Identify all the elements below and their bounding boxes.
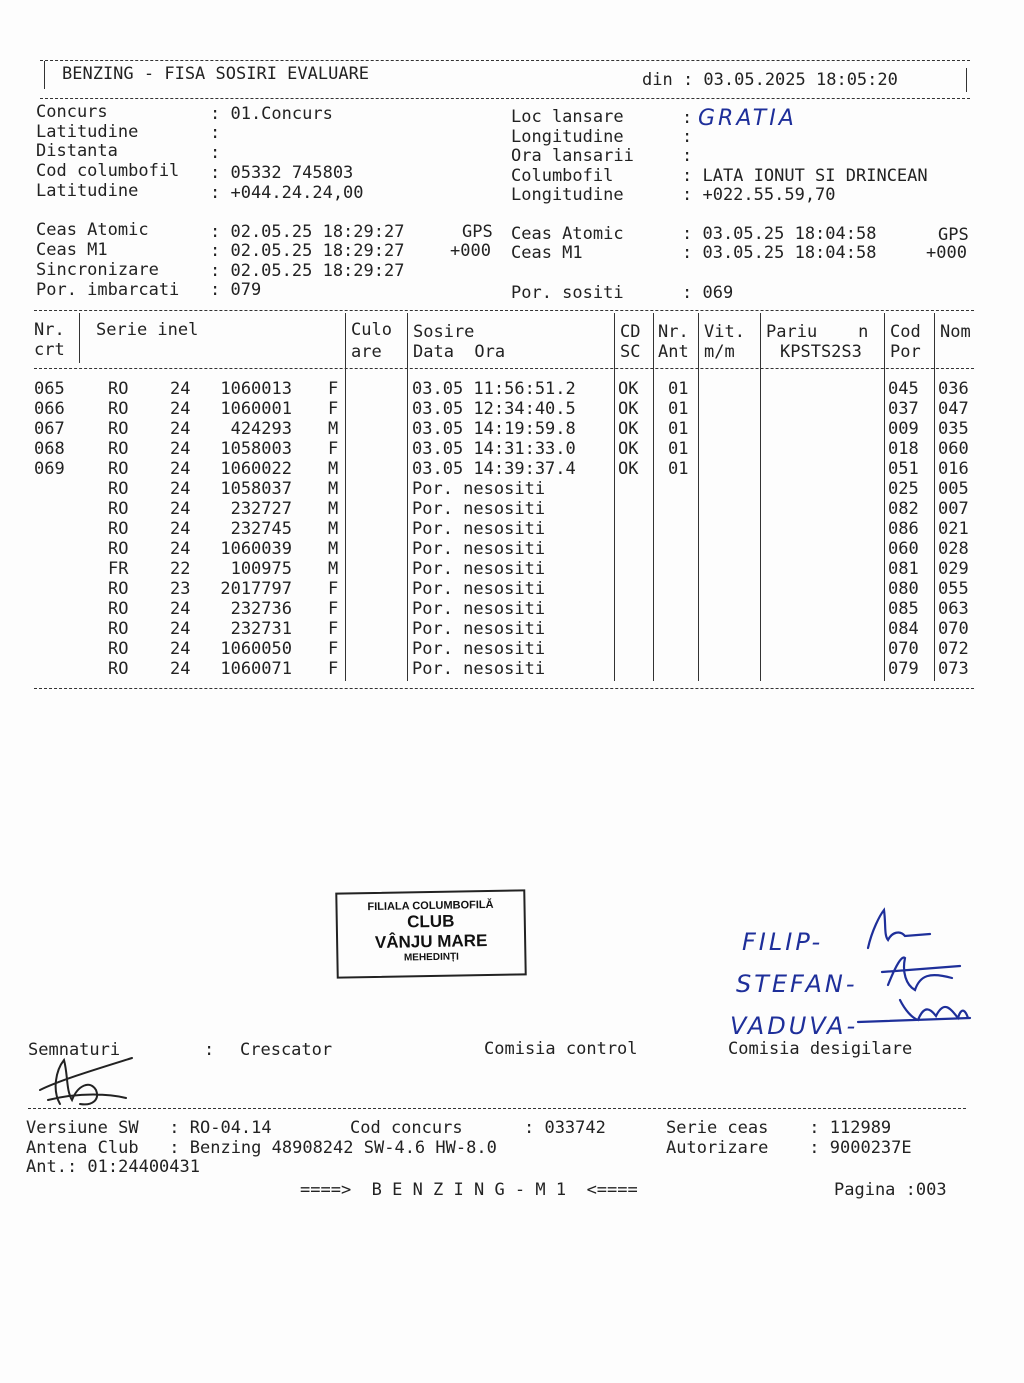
clock-suffix: +000: [450, 241, 491, 261]
cell-cod: 025: [888, 479, 919, 499]
cell-year: 24: [170, 539, 191, 559]
cell-nom: 073: [938, 659, 969, 679]
info-value: :: [210, 123, 221, 143]
document-title: BENZING - FISA SOSIRI EVALUARE: [62, 64, 370, 84]
cell-year: 24: [170, 419, 191, 439]
cell-sosire: 03.05 12:34:40.5: [412, 399, 576, 419]
cell-cd: OK: [618, 419, 639, 439]
cell-country: RO: [108, 619, 129, 639]
cell-nr: 065: [34, 379, 65, 399]
info-label: Concurs: [36, 102, 108, 122]
cell-ring: 1060071: [220, 659, 292, 679]
cell-year: 24: [170, 499, 191, 519]
club-stamp: [335, 889, 526, 978]
cell-sex: F: [328, 599, 339, 619]
header-left-border: [44, 61, 45, 89]
cell-cod: 081: [888, 559, 919, 579]
cell-nom: 035: [938, 419, 969, 439]
signature-filip: [868, 910, 930, 948]
cell-sosire: 03.05 11:56:51.2: [412, 379, 576, 399]
info-value: :: [210, 143, 221, 163]
cell-ant: 01: [668, 379, 689, 399]
cell-sex: M: [328, 499, 339, 519]
cell-nom: 021: [938, 519, 969, 539]
footer-serie-ceas: Serie ceas : 112989: [666, 1118, 892, 1138]
signature-desigilare-label: Comisia desigilare: [728, 1039, 913, 1059]
cell-sosire: 03.05 14:19:59.8: [412, 419, 576, 439]
cell-nr: 068: [34, 439, 65, 459]
cell-country: RO: [108, 479, 129, 499]
cell-country: RO: [108, 499, 129, 519]
signatures-label: Semnaturi: [28, 1040, 121, 1060]
cell-cd: OK: [618, 459, 639, 479]
cell-year: 24: [170, 399, 191, 419]
cell-cod: 070: [888, 639, 919, 659]
clock-label: Por. sositi: [511, 283, 624, 303]
info-label: Columbofil: [511, 166, 614, 186]
cell-sosire: Por. nesositi: [412, 639, 546, 659]
col-header-culoare: are: [351, 342, 382, 362]
cell-ring: 100975: [230, 559, 292, 579]
handwritten-name: FILIP-: [742, 928, 824, 956]
col-header-antena: Nr.: [658, 322, 689, 342]
info-value: : +044.24.24,00: [210, 183, 364, 203]
cell-nom: 028: [938, 539, 969, 559]
cell-cod: 045: [888, 379, 919, 399]
stamp-line: CLUB: [407, 911, 455, 932]
cell-sosire: Por. nesositi: [412, 619, 546, 639]
footer-autorizare: Autorizare : 9000237E: [666, 1138, 912, 1158]
cell-year: 23: [170, 579, 191, 599]
info-label: Distanta: [36, 141, 118, 161]
clock-label: Ceas Atomic: [511, 224, 624, 244]
info-label: Latitudine: [36, 122, 139, 142]
col-header-pariu: Pariu n: [766, 322, 869, 342]
clock-value: : 069: [682, 283, 734, 303]
stamp-line: FILIALA COLUMBOFILĂ: [367, 898, 494, 914]
cell-year: 24: [170, 639, 191, 659]
table-header-divider: [34, 368, 974, 369]
cell-ring: 1058003: [220, 439, 292, 459]
signatures-separator: :: [204, 1040, 215, 1060]
cell-nom: 036: [938, 379, 969, 399]
table-bottom-border: [34, 688, 974, 689]
cell-sex: M: [328, 419, 339, 439]
cell-sex: F: [328, 659, 339, 679]
footer-antena: Ant.: 01:24400431: [26, 1157, 200, 1177]
cell-sosire: 03.05 14:31:33.0: [412, 439, 576, 459]
cell-year: 24: [170, 599, 191, 619]
clock-suffix: +000: [926, 243, 967, 263]
cell-year: 24: [170, 379, 191, 399]
footer-antena-club: Antena Club : Benzing 48908242 SW-4.6 HW-8.0: [26, 1138, 497, 1158]
clock-suffix: GPS: [938, 225, 969, 245]
cell-country: RO: [108, 459, 129, 479]
cell-ring: 1060039: [220, 539, 292, 559]
col-header-nr: Nr.: [34, 320, 65, 340]
cell-country: RO: [108, 639, 129, 659]
cell-sosire: Por. nesositi: [412, 659, 546, 679]
cell-sex: F: [328, 399, 339, 419]
cell-ring: 1060001: [220, 399, 292, 419]
cell-ring: 1060050: [220, 639, 292, 659]
col-header-nom: Nom: [940, 322, 971, 342]
col-divider: [345, 313, 346, 681]
cell-year: 24: [170, 519, 191, 539]
cell-sosire: Por. nesositi: [412, 599, 546, 619]
header-bottom-border: [40, 98, 970, 99]
cell-ant: 01: [668, 399, 689, 419]
cell-cod: 082: [888, 499, 919, 519]
stamp-line: VÂNJU MARE: [374, 931, 488, 952]
cell-ring: 232745: [230, 519, 292, 539]
col-divider: [79, 313, 80, 363]
cell-cod: 085: [888, 599, 919, 619]
cell-sex: F: [328, 579, 339, 599]
cell-country: RO: [108, 599, 129, 619]
info-value: : 05332 745803: [210, 163, 354, 183]
cell-ring: 1060022: [220, 459, 292, 479]
handwritten-name: STEFAN-: [736, 970, 858, 998]
signature-control-label: Comisia control: [484, 1039, 638, 1059]
clock-value: : 02.05.25 18:29:27: [210, 241, 405, 261]
cell-year: 24: [170, 439, 191, 459]
clock-value: : 02.05.25 18:29:27: [210, 261, 405, 281]
cell-nom: 005: [938, 479, 969, 499]
cell-nom: 055: [938, 579, 969, 599]
col-header-sosire: Sosire: [413, 322, 475, 342]
info-value: : LATA IONUT SI DRINCEAN: [682, 166, 928, 186]
clock-value: : 079: [210, 280, 262, 300]
cell-nom: 060: [938, 439, 969, 459]
cell-cod: 037: [888, 399, 919, 419]
footer-banner: ====> B E N Z I N G - M 1 <====: [300, 1180, 638, 1200]
signature-crescator: [40, 1058, 132, 1104]
cell-ring: 2017797: [220, 579, 292, 599]
cell-cd: OK: [618, 379, 639, 399]
cell-ring: 424293: [230, 419, 292, 439]
cell-nr: 067: [34, 419, 65, 439]
col-header-sosire: Data Ora: [413, 342, 506, 362]
cell-country: RO: [108, 419, 129, 439]
footer-divider: [28, 1108, 966, 1109]
cell-sosire: Por. nesositi: [412, 579, 546, 599]
cell-country: RO: [108, 379, 129, 399]
info-value: : +022.55.59,70: [682, 185, 836, 205]
col-divider: [934, 313, 935, 681]
signature-crescator-label: Crescator: [240, 1040, 333, 1060]
info-label: Cod columbofil: [36, 161, 180, 181]
cell-ring: 1058037: [220, 479, 292, 499]
cell-sosire: Por. nesositi: [412, 519, 546, 539]
cell-cod: 018: [888, 439, 919, 459]
col-header-pariu: KPSTS2S3: [780, 342, 862, 362]
cell-ant: 01: [668, 459, 689, 479]
cell-ring: 232736: [230, 599, 292, 619]
cell-cod: 009: [888, 419, 919, 439]
cell-sosire: Por. nesositi: [412, 479, 546, 499]
info-label: Longitudine: [511, 127, 624, 147]
col-header-viteza: Vit.: [704, 322, 745, 342]
cell-nom: 029: [938, 559, 969, 579]
info-value: :: [682, 108, 693, 128]
clock-label: Ceas Atomic: [36, 220, 149, 240]
cell-cod: 060: [888, 539, 919, 559]
col-divider: [614, 313, 615, 681]
cell-country: RO: [108, 539, 129, 559]
cell-sex: M: [328, 539, 339, 559]
col-header-serie: Serie inel: [96, 320, 199, 340]
col-divider: [760, 313, 761, 681]
signature-vaduva: [858, 1000, 970, 1022]
clock-label: Ceas M1: [36, 240, 108, 260]
cell-sosire: Por. nesositi: [412, 499, 546, 519]
cell-nom: 007: [938, 499, 969, 519]
cell-cod: 079: [888, 659, 919, 679]
col-header-antena: Ant: [658, 342, 689, 362]
cell-ring: 232727: [230, 499, 292, 519]
stamp-line: MEHEDINȚI: [403, 951, 460, 964]
cell-sex: F: [328, 639, 339, 659]
cell-country: RO: [108, 579, 129, 599]
info-label: Latitudine: [36, 181, 139, 201]
cell-country: RO: [108, 659, 129, 679]
cell-cod: 084: [888, 619, 919, 639]
cell-ring: 1060013: [220, 379, 292, 399]
clock-value: : 02.05.25 18:29:27: [210, 222, 405, 242]
col-divider: [698, 313, 699, 681]
cell-country: FR: [108, 559, 129, 579]
cell-nom: 016: [938, 459, 969, 479]
cell-sex: M: [328, 459, 339, 479]
cell-year: 24: [170, 479, 191, 499]
cell-sosire: 03.05 14:39:37.4: [412, 459, 576, 479]
cell-year: 24: [170, 659, 191, 679]
cell-ring: 232731: [230, 619, 292, 639]
info-label: Ora lansarii: [511, 146, 634, 166]
info-value: :: [682, 127, 693, 147]
cell-year: 24: [170, 619, 191, 639]
cell-sex: M: [328, 559, 339, 579]
info-value: : 01.Concurs: [210, 104, 333, 124]
cell-sex: M: [328, 479, 339, 499]
info-label: Loc lansare: [511, 107, 624, 127]
header-top-border: [40, 60, 970, 61]
cell-sosire: Por. nesositi: [412, 559, 546, 579]
cell-sex: F: [328, 379, 339, 399]
cell-country: RO: [108, 399, 129, 419]
cell-nom: 070: [938, 619, 969, 639]
col-header-nr: crt: [34, 340, 65, 360]
cell-cod: 086: [888, 519, 919, 539]
cell-cd: OK: [618, 439, 639, 459]
clock-label: Por. imbarcati: [36, 280, 180, 300]
cell-country: RO: [108, 519, 129, 539]
cell-country: RO: [108, 439, 129, 459]
cell-nr: 066: [34, 399, 65, 419]
footer-page-number: Pagina :003: [834, 1180, 947, 1200]
cell-year: 22: [170, 559, 191, 579]
col-divider: [407, 313, 408, 681]
col-header-cdsc: CD: [620, 322, 641, 342]
cell-sex: F: [328, 439, 339, 459]
cell-nom: 072: [938, 639, 969, 659]
handwritten-location: GRATIA: [698, 106, 797, 131]
col-divider: [884, 313, 885, 681]
cell-nom: 063: [938, 599, 969, 619]
col-divider: [653, 313, 654, 681]
cell-cod: 051: [888, 459, 919, 479]
info-label: Longitudine: [511, 185, 624, 205]
handwritten-name: VADUVA-: [730, 1012, 859, 1040]
cell-sosire: Por. nesositi: [412, 539, 546, 559]
col-header-culoare: Culo: [351, 320, 392, 340]
clock-value: : 03.05.25 18:04:58: [682, 243, 877, 263]
cell-ant: 01: [668, 419, 689, 439]
col-header-cod: Cod: [890, 322, 921, 342]
cell-nom: 047: [938, 399, 969, 419]
document-date: din : 03.05.2025 18:05:20: [642, 70, 898, 90]
signature-stefan: [882, 957, 960, 990]
cell-nr: 069: [34, 459, 65, 479]
cell-cod: 080: [888, 579, 919, 599]
cell-sex: M: [328, 519, 339, 539]
col-header-cdsc: SC: [620, 342, 641, 362]
clock-value: : 03.05.25 18:04:58: [682, 224, 877, 244]
header-right-border: [966, 68, 967, 92]
footer-version: Versiune SW : RO-04.14: [26, 1118, 272, 1138]
col-header-cod: Por: [890, 342, 921, 362]
cell-ant: 01: [668, 439, 689, 459]
footer-cod-concurs: Cod concurs : 033742: [350, 1118, 606, 1138]
cell-sex: F: [328, 619, 339, 639]
clock-suffix: GPS: [462, 222, 493, 242]
cell-cd: OK: [618, 399, 639, 419]
cell-year: 24: [170, 459, 191, 479]
clock-label: Ceas M1: [511, 243, 583, 263]
table-top-border: [34, 310, 974, 311]
col-header-viteza: m/m: [704, 342, 735, 362]
info-value: :: [682, 146, 693, 166]
clock-label: Sincronizare: [36, 260, 159, 280]
